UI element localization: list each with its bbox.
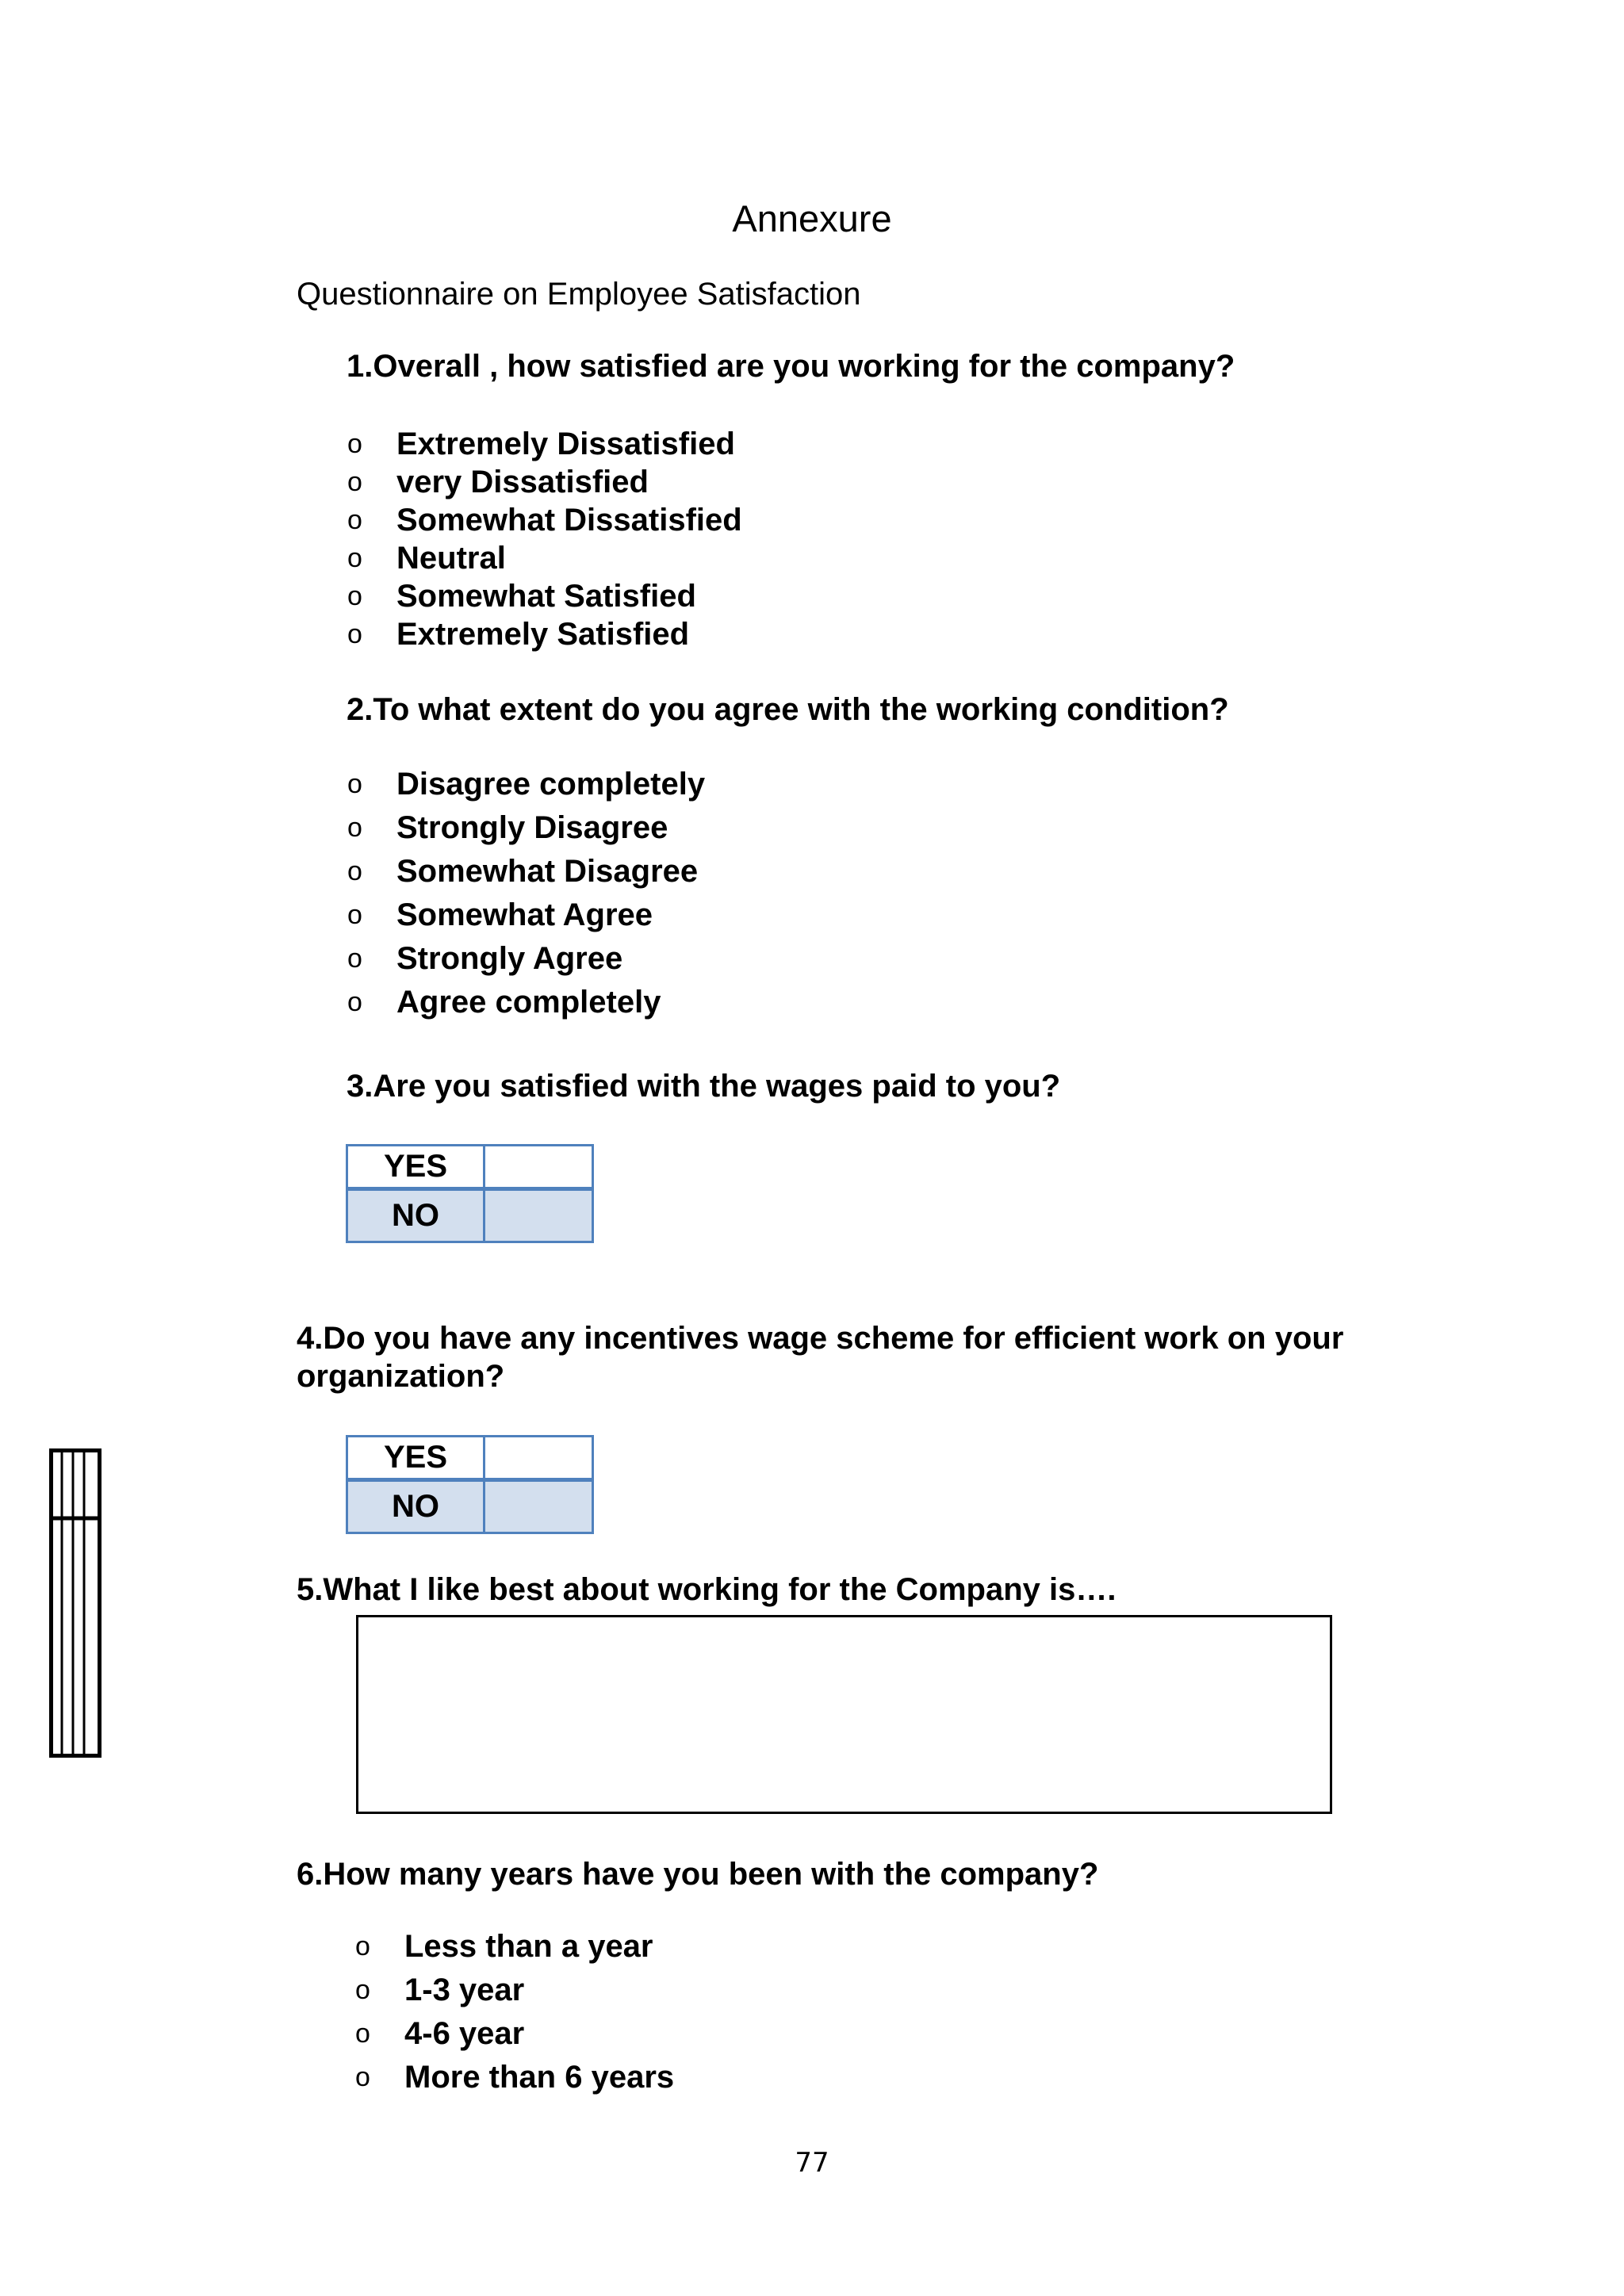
option-label: Neutral xyxy=(396,541,506,576)
option-label: Disagree completely xyxy=(396,767,706,802)
radio-circle-icon: o xyxy=(347,467,362,497)
option-label: Extremely Satisfied xyxy=(396,617,690,652)
option-item[interactable] xyxy=(347,850,705,894)
question-4: 4.Do you have any incentives wage scheme for efficient work on your organization? xyxy=(297,1321,1344,1394)
option-label: Agree completely xyxy=(396,985,661,1020)
option-label: 4-6 year xyxy=(404,2016,525,2051)
option-item[interactable] xyxy=(347,463,742,501)
table-row xyxy=(348,1191,592,1241)
option-label: Strongly Agree xyxy=(396,941,623,976)
option-item[interactable] xyxy=(347,763,706,806)
table-row xyxy=(348,1437,592,1482)
radio-circle-icon: o xyxy=(355,2062,370,2092)
no-answer-cell[interactable] xyxy=(485,1482,592,1532)
radio-circle-icon: o xyxy=(355,2019,370,2049)
radio-circle-icon: o xyxy=(347,619,362,649)
question-6-options xyxy=(355,1925,675,2099)
option-item[interactable] xyxy=(355,1969,674,2012)
radio-circle-icon: o xyxy=(347,581,362,611)
option-label: 1-3 year xyxy=(404,1973,525,2007)
page-number: 77 xyxy=(795,2147,829,2179)
option-item[interactable] xyxy=(347,806,705,850)
radio-circle-icon: o xyxy=(347,543,362,573)
option-item[interactable] xyxy=(347,501,742,539)
table-row xyxy=(348,1482,592,1532)
question-5: 5.What I like best about working for the Company is…. xyxy=(297,1572,1116,1607)
option-label: Somewhat Agree xyxy=(396,897,653,932)
radio-circle-icon: o xyxy=(347,987,362,1017)
radio-circle-icon: o xyxy=(347,505,362,535)
option-label: More than 6 years xyxy=(404,2060,675,2095)
margin-bar-mark xyxy=(49,1448,102,1758)
question-1: 1.Overall , how satisfied are you working for the company? xyxy=(347,349,1235,384)
no-label: NO xyxy=(348,1191,485,1241)
option-item[interactable] xyxy=(347,937,705,981)
option-label: Somewhat Dissatisfied xyxy=(396,503,742,538)
page-title: Annexure xyxy=(732,197,892,239)
option-item[interactable] xyxy=(355,2012,674,2056)
yes-no-table-q4 xyxy=(346,1435,594,1534)
option-item[interactable] xyxy=(347,577,742,615)
yes-no-table-q3 xyxy=(346,1144,594,1243)
question-3: 3.Are you satisfied with the wages paid to you? xyxy=(347,1069,1061,1104)
question-1-options xyxy=(347,425,742,653)
radio-circle-icon: o xyxy=(347,429,362,459)
questionnaire-subtitle: Questionnaire on Employee Satisfaction xyxy=(297,277,861,312)
option-item[interactable] xyxy=(347,894,705,937)
table-row xyxy=(348,1146,592,1191)
yes-label: YES xyxy=(348,1146,485,1187)
option-label: Extremely Dissatisfied xyxy=(396,427,735,461)
option-label: very Dissatisfied xyxy=(396,465,649,499)
option-item[interactable] xyxy=(355,1925,674,1969)
yes-answer-cell[interactable] xyxy=(485,1146,592,1187)
answer-text-box[interactable] xyxy=(356,1615,1332,1814)
radio-circle-icon: o xyxy=(347,856,362,886)
radio-circle-icon: o xyxy=(347,769,362,799)
radio-circle-icon: o xyxy=(347,943,362,974)
no-label: NO xyxy=(348,1482,485,1532)
option-item[interactable] xyxy=(347,425,742,463)
radio-circle-icon: o xyxy=(347,813,362,843)
yes-label: YES xyxy=(348,1437,485,1478)
no-answer-cell[interactable] xyxy=(485,1191,592,1241)
question-6: 6.How many years have you been with the company? xyxy=(297,1857,1099,1892)
option-item[interactable] xyxy=(347,539,742,577)
option-item[interactable] xyxy=(347,981,705,1024)
option-label: Somewhat Disagree xyxy=(396,854,699,889)
option-item[interactable] xyxy=(355,2056,675,2099)
radio-circle-icon: o xyxy=(347,900,362,930)
option-label: Somewhat Satisfied xyxy=(396,579,696,614)
radio-circle-icon: o xyxy=(355,1975,370,2005)
yes-answer-cell[interactable] xyxy=(485,1437,592,1478)
option-item[interactable] xyxy=(347,615,742,653)
option-label: Strongly Disagree xyxy=(396,810,668,845)
question-2: 2.To what extent do you agree with the working condition? xyxy=(347,692,1229,727)
option-label: Less than a year xyxy=(404,1929,653,1964)
question-2-options xyxy=(347,763,706,1024)
radio-circle-icon: o xyxy=(355,1931,370,1961)
